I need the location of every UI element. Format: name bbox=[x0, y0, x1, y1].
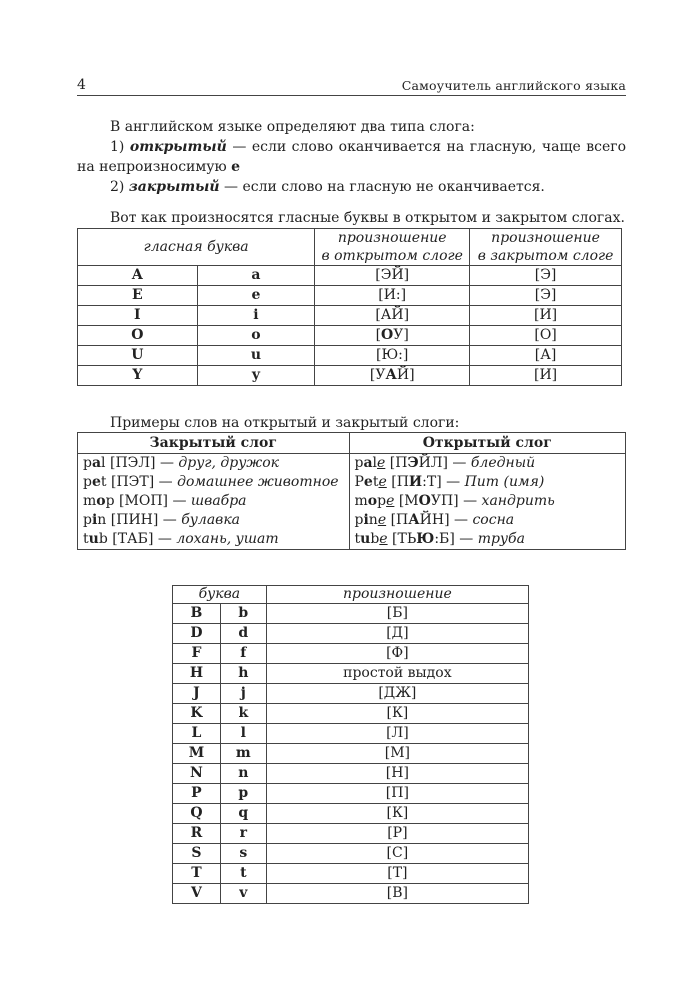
consonant-upper: M bbox=[173, 744, 221, 764]
table-row bbox=[173, 824, 529, 844]
intro-line: В английском языке определяют два типа слога: bbox=[110, 119, 475, 135]
examples-table bbox=[77, 432, 626, 550]
header-rule bbox=[77, 95, 626, 96]
consonant-upper: T bbox=[173, 864, 221, 884]
table-row: pal [ПЭЛ] — друг, дружок pale [ПЭЙЛ] — бледный bbox=[78, 454, 626, 474]
consonant-lower: k bbox=[220, 704, 266, 724]
table-row bbox=[173, 884, 529, 904]
table-row: pet [ПЭТ] — домашнее животное Pete [ПИ:Т] — Пит (имя) bbox=[78, 473, 626, 492]
table-row bbox=[173, 624, 529, 644]
table-row: U u [Ю:] [А] bbox=[78, 346, 622, 366]
open-syllable-definition bbox=[77, 137, 626, 177]
table-row bbox=[173, 664, 529, 684]
vowel-letter-header: гласная буква bbox=[78, 229, 315, 266]
consonant-letter-header: буква bbox=[173, 586, 267, 604]
table-row bbox=[173, 864, 529, 884]
open-number: 1) bbox=[110, 139, 125, 155]
consonant-upper: K bbox=[173, 704, 221, 724]
table-row: Y y [УАЙ] [И] bbox=[78, 366, 622, 386]
consonant-sound: [В] bbox=[266, 884, 528, 904]
table-row bbox=[173, 764, 529, 784]
closed-term: закрытый bbox=[128, 179, 220, 195]
examples-header-row bbox=[78, 433, 626, 454]
open-syllable-header: Открытый слог bbox=[349, 433, 626, 454]
consonant-upper: H bbox=[173, 664, 221, 684]
table-row bbox=[173, 784, 529, 804]
page-number: 4 bbox=[77, 77, 86, 93]
consonant-upper: Q bbox=[173, 804, 221, 824]
consonant-upper: P bbox=[173, 784, 221, 804]
consonants-table bbox=[172, 585, 529, 904]
table-row bbox=[173, 724, 529, 744]
consonant-lower: l bbox=[220, 724, 266, 744]
running-title: Самоучитель английского языка bbox=[401, 78, 626, 93]
consonant-sound: [Т] bbox=[266, 864, 528, 884]
open-term: открытый bbox=[129, 139, 227, 155]
consonant-sound: [Н] bbox=[266, 764, 528, 784]
consonant-lower: s bbox=[220, 844, 266, 864]
consonant-sound: [М] bbox=[266, 744, 528, 764]
consonant-lower: r bbox=[220, 824, 266, 844]
closed-definition: — если слово на гласную не оканчивается. bbox=[224, 179, 545, 195]
consonant-pronunciation-header: произношение bbox=[266, 586, 528, 604]
table-row: tub [ТАБ] — лохань, ушат tube [ТЬЮ:Б] — труба bbox=[78, 530, 626, 550]
consonant-lower: n bbox=[220, 764, 266, 784]
vowels-caption: Вот как произносятся гласные буквы в открытом и закрытом слогах. bbox=[110, 210, 625, 226]
table-row: mop [МОП] — швабра mope [МОУП] — хандрить bbox=[78, 492, 626, 511]
vowels-header-row bbox=[78, 229, 622, 266]
closed-syllable-definition bbox=[77, 177, 626, 197]
consonant-upper: L bbox=[173, 724, 221, 744]
consonant-lower: f bbox=[220, 644, 266, 664]
consonants-header-row bbox=[173, 586, 529, 604]
consonant-sound: [Р] bbox=[266, 824, 528, 844]
closed-syllable-header: Закрытый слог bbox=[78, 433, 350, 454]
consonant-lower: h bbox=[220, 664, 266, 684]
table-row: I i [АЙ] [И] bbox=[78, 306, 622, 326]
consonant-sound: простой выдох bbox=[266, 664, 528, 684]
open-pronunciation-header: произношение в открытом слоге bbox=[315, 229, 470, 266]
consonant-lower: m bbox=[220, 744, 266, 764]
table-row: A a [ЭЙ] [Э] bbox=[78, 266, 622, 286]
examples-caption: Примеры слов на открытый и закрытый слоги: bbox=[110, 415, 460, 431]
silent-e-letter: e bbox=[231, 159, 241, 175]
consonant-lower: j bbox=[220, 684, 266, 704]
table-row bbox=[173, 804, 529, 824]
consonant-upper: S bbox=[173, 844, 221, 864]
consonant-sound: [Ф] bbox=[266, 644, 528, 664]
table-row bbox=[173, 684, 529, 704]
consonant-upper: N bbox=[173, 764, 221, 784]
consonant-lower: p bbox=[220, 784, 266, 804]
consonant-lower: b bbox=[220, 604, 266, 624]
table-row: E e [И:] [Э] bbox=[78, 286, 622, 306]
closed-number: 2) bbox=[110, 179, 125, 195]
consonant-sound: [П] bbox=[266, 784, 528, 804]
consonant-upper: D bbox=[173, 624, 221, 644]
consonant-sound: [С] bbox=[266, 844, 528, 864]
table-row: O o [ОУ] [О] bbox=[78, 326, 622, 346]
intro-text bbox=[77, 117, 626, 197]
table-row bbox=[173, 644, 529, 664]
consonant-sound: [К] bbox=[266, 804, 528, 824]
consonant-lower: d bbox=[220, 624, 266, 644]
consonant-upper: J bbox=[173, 684, 221, 704]
table-row bbox=[173, 704, 529, 724]
table-row bbox=[173, 844, 529, 864]
consonant-upper: V bbox=[173, 884, 221, 904]
consonant-lower: q bbox=[220, 804, 266, 824]
vowels-table bbox=[77, 228, 622, 386]
consonant-sound: [Б] bbox=[266, 604, 528, 624]
consonant-lower: v bbox=[220, 884, 266, 904]
consonant-upper: F bbox=[173, 644, 221, 664]
consonant-upper: R bbox=[173, 824, 221, 844]
open-definition: — если слово оканчивается на гласную, чаще всего на непроизносимую bbox=[77, 139, 627, 175]
consonant-lower: t bbox=[220, 864, 266, 884]
consonant-upper: B bbox=[173, 604, 221, 624]
table-row bbox=[173, 604, 529, 624]
closed-pronunciation-header: произношение в закрытом слоге bbox=[470, 229, 622, 266]
table-row bbox=[173, 744, 529, 764]
consonant-sound: [К] bbox=[266, 704, 528, 724]
table-row: pin [ПИН] — булавка pine [ПАЙН] — сосна bbox=[78, 511, 626, 530]
consonant-sound: [Д] bbox=[266, 624, 528, 644]
consonant-sound: [Л] bbox=[266, 724, 528, 744]
consonant-sound: [ДЖ] bbox=[266, 684, 528, 704]
